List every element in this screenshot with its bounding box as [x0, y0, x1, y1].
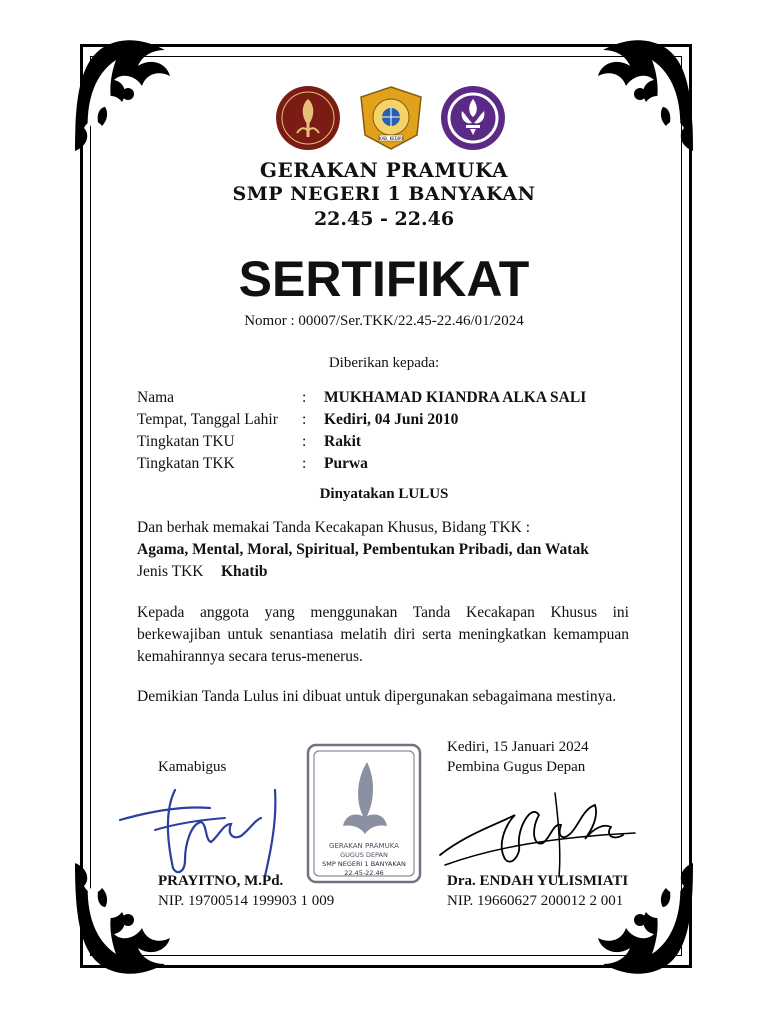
field-value-ttl: Kediri, 04 Juni 2010: [324, 411, 459, 428]
svg-text:SMP NEGERI 1 BANYAKAN: SMP NEGERI 1 BANYAKAN: [322, 860, 406, 868]
declared-pass: Dinyatakan LULUS: [319, 486, 449, 502]
org-heading: GERAKAN PRAMUKA: [259, 158, 509, 182]
field-label-tku: Tingkatan TKU: [137, 433, 235, 450]
field-label-nama: Nama: [137, 389, 175, 406]
corner-ornament-icon: [578, 36, 698, 156]
right-signature: [435, 785, 645, 880]
left-signer-role: Kamabigus: [158, 759, 227, 775]
left-signer-name: PRAYITNO, M.Pd.: [158, 873, 284, 889]
field-label-ttl: Tempat, Tanggal Lahir: [137, 411, 278, 428]
school-heading: SMP NEGERI 1 BANYAKAN: [232, 183, 536, 205]
certificate-number: Nomor : 00007/Ser.TKK/22.45-22.46/01/2024: [244, 313, 524, 329]
corner-ornament-icon: [70, 36, 190, 156]
bidang-tkk: Agama, Mental, Moral, Spiritual, Pembentukan Pribadi, dan Watak: [137, 541, 589, 558]
left-signer-nip: NIP. 19700514 199903 1 009: [158, 893, 335, 909]
gugus-depan-stamp: [305, 742, 423, 885]
closing-paragraph: Demikian Tanda Lulus ini dibuat untuk dipergunakan sebagaimana mestinya.: [137, 688, 617, 705]
given-to-label: Diberikan kepada:: [328, 355, 440, 371]
gugus-heading: 22.45 - 22.46: [313, 208, 455, 230]
field-colon: :: [302, 455, 307, 472]
field-colon: :: [302, 411, 307, 428]
certificate-title: SERTIFIKAT: [238, 251, 530, 307]
field-value-tkk: Purwa: [324, 455, 368, 472]
right-signer-name: Dra. ENDAH YULISMIATI: [447, 873, 629, 889]
field-colon: :: [302, 389, 307, 406]
field-label-tkk: Tingkatan TKK: [137, 455, 235, 472]
tunas-kelapa-red-icon: [275, 85, 341, 151]
jenis-tkk-value: Khatib: [221, 563, 268, 580]
obligation-paragraph: Kepada anggota yang menggunakan Tanda Kecakapan Khusus ini berkewajiban untuk senantiasa melatih diri serta meningkatkan kemampuan kemahirannya secara terus-menerus.: [137, 604, 629, 665]
school-emblem-icon: [357, 85, 425, 151]
svg-text:22.45-22.46: 22.45-22.46: [344, 869, 384, 877]
field-value-nama: MUKHAMAD KIANDRA ALKA SALI: [324, 389, 587, 406]
wosm-emblem-icon: [440, 85, 506, 151]
svg-text:GERAKAN PRAMUKA: GERAKAN PRAMUKA: [329, 842, 399, 850]
right-statement: Dan berhak memakai Tanda Kecakapan Khusus, Bidang TKK :: [137, 519, 531, 536]
right-signer-role: Pembina Gugus Depan: [447, 759, 586, 775]
place-date: Kediri, 15 Januari 2024: [447, 739, 589, 755]
svg-text:KAB. KEDIRI: KAB. KEDIRI: [379, 136, 403, 141]
field-value-tku: Rakit: [324, 433, 362, 450]
right-signer-nip: NIP. 19660627 200012 2 001: [447, 893, 624, 909]
left-signature: [115, 780, 295, 880]
field-colon: :: [302, 433, 307, 450]
svg-text:GUGUS DEPAN: GUGUS DEPAN: [340, 851, 388, 859]
jenis-tkk-label: Jenis TKK: [137, 563, 204, 580]
